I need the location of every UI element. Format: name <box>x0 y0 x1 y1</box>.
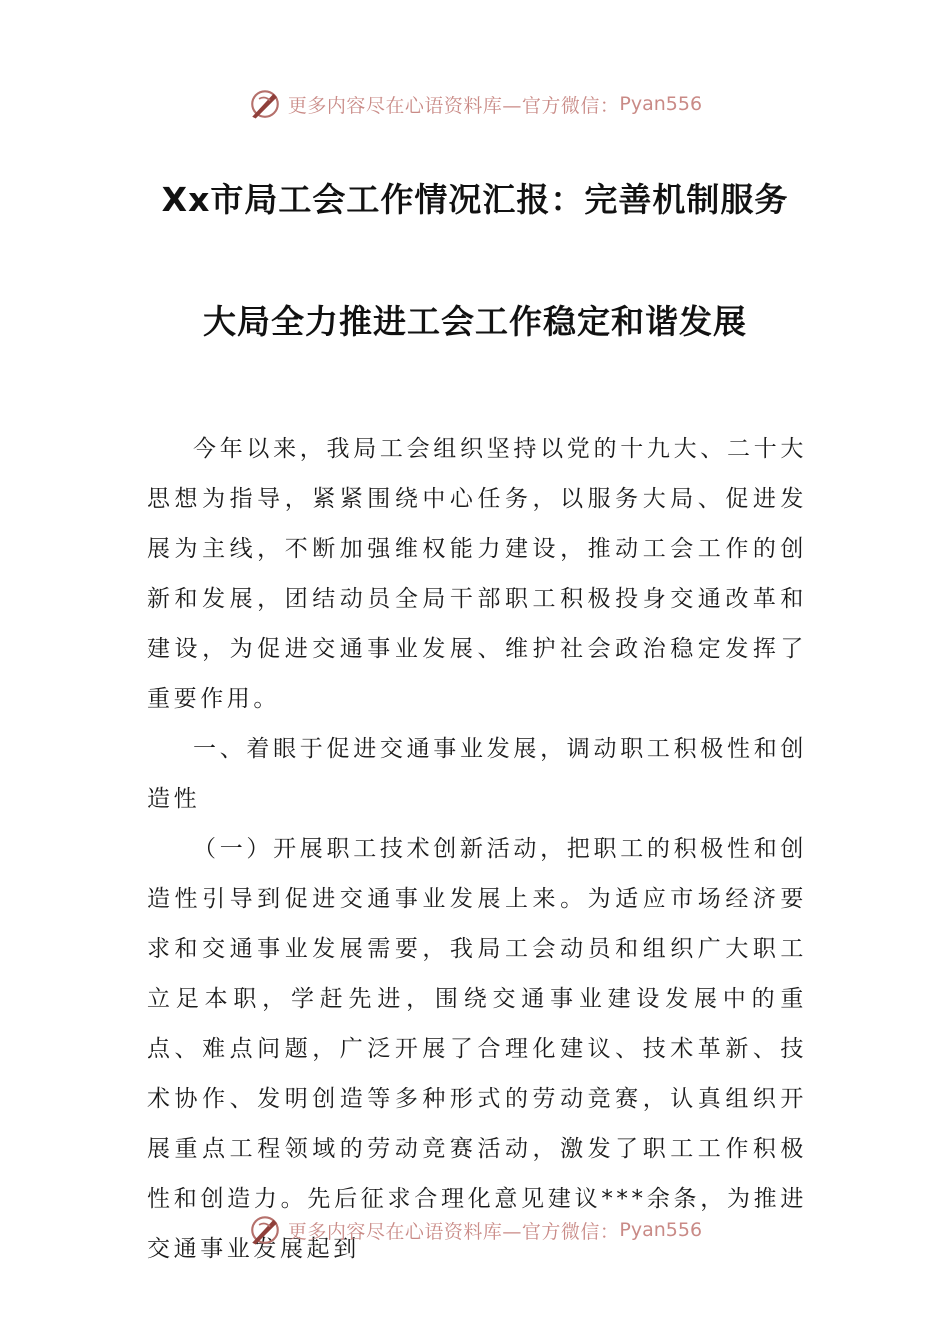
document-title-line-1: Xx市局工会工作情况汇报：完善机制服务 <box>161 180 789 219</box>
pen-logo-icon <box>248 1213 282 1247</box>
paragraph-subsection-1: （一）开展职工技术创新活动，把职工的积极性和创造性引导到促进交通事业发展上来。为适应市场经济要求和交通事业发展需要，我局工会动员和组织广大职工立足本职，学赶先进，围绕交通事业建设发展中的重点、难点问题，广泛开展了合理化建议、技术革新、技术协作、发明创造等多种形式的劳动竞赛，认真组织开展重点工程领域的劳动竞赛活动，激发了职工工作积极性和创造力。先后征求合理化意见建议***余条，为推进交通事业发展起到 <box>147 836 807 1262</box>
watermark-wechat-id: Pyan556 <box>619 1219 703 1241</box>
watermark-text: 更多内容尽在心语资料库—官方微信： <box>287 94 620 117</box>
watermark-wechat-id: Pyan556 <box>619 93 703 115</box>
document-body <box>147 424 807 1274</box>
paragraph-intro: 今年以来，我局工会组织坚持以党的十九大、二十大思想为指导，紧紧围绕中心任务，以服务大局、促进发展为主线，不断加强维权能力建设，推动工会工作的创新和发展，团结动员全局干部职工积极投身交通改革和建设，为促进交通事业发展、维护社会政治稳定发挥了重要作用。 <box>147 436 807 712</box>
section-heading-1: 一、着眼于促进交通事业发展，调动职工积极性和创造性 <box>147 736 807 812</box>
document-title-line-2: 大局全力推进工会工作稳定和谐发展 <box>203 302 747 341</box>
watermark-banner-top <box>0 84 950 124</box>
watermark-text: 更多内容尽在心语资料库—官方微信： <box>287 1220 620 1243</box>
pen-logo-icon <box>248 87 282 121</box>
watermark-banner-bottom <box>0 1210 950 1250</box>
